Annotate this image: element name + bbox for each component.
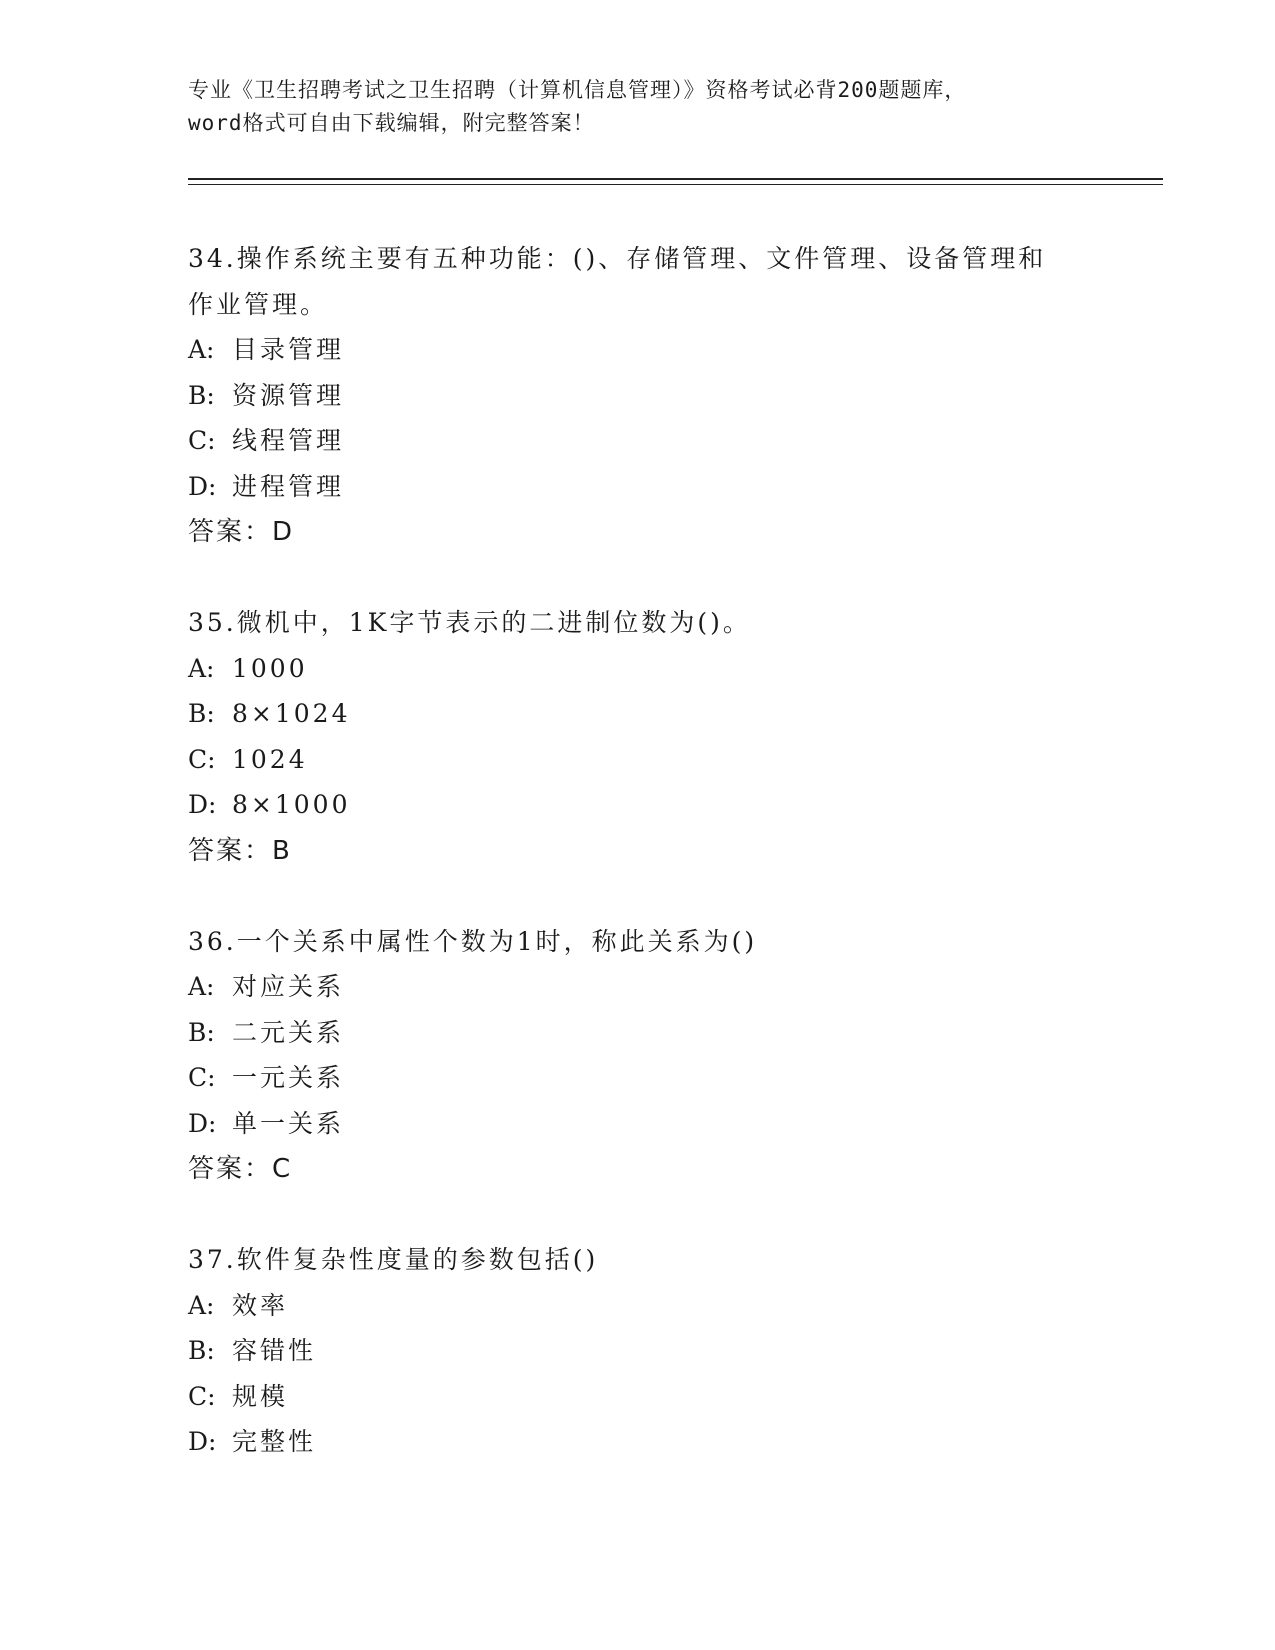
question-spacer [188,874,1088,919]
option-text: 完整性 [232,1427,317,1456]
answer-option [188,964,1088,1010]
option-letter: A: [188,335,215,364]
question-stem-line: 37.软件复杂性度量的参数包括() [188,1245,599,1274]
answer-key: 答案：D [188,517,295,547]
option-letter: B: [188,1336,215,1365]
question-spacer [188,1192,1088,1237]
answer-option [188,418,1088,464]
answer-option [188,464,1088,510]
document-header [188,74,1088,140]
answer-option [188,1101,1088,1147]
answer-option [188,646,1088,692]
answer-option [188,1419,1088,1465]
option-letter: A: [188,972,215,1001]
option-text: 规模 [232,1381,289,1411]
option-text: 资源管理 [232,380,345,410]
option-text: 容错性 [232,1336,317,1365]
header-divider-thick [188,178,1163,180]
question-block [188,600,1088,874]
answer-option [188,691,1088,737]
question-stem-line: 作业管理。 [188,289,329,319]
answer-option [188,373,1088,419]
answer-option [188,737,1088,783]
question-block [188,1237,1088,1465]
option-text: 1024 [232,744,308,774]
option-text: 二元关系 [232,1017,345,1047]
answer-option [188,1328,1088,1374]
header-line-2: word格式可自由下载编辑，附完整答案！ [188,111,595,135]
answer-option [188,327,1088,373]
option-text: 效率 [232,1290,289,1320]
option-letter: B: [188,699,215,728]
question-stem-line: 34.操作系统主要有五种功能：()、存储管理、文件管理、设备管理和 [188,244,1047,273]
question-spacer [188,555,1088,600]
header-line-1: 专业《卫生招聘考试之卫生招聘（计算机信息管理）》资格考试必背200题题库， [188,78,967,102]
answer-option [188,1283,1088,1329]
answer-key: 答案：C [188,1154,293,1184]
option-text: 进程管理 [232,471,345,501]
option-letter: B: [188,380,215,410]
answer-option [188,1055,1088,1101]
option-letter: C: [188,1381,216,1411]
option-letter: D: [188,471,217,501]
option-letter: D: [188,1427,217,1456]
option-letter: C: [188,744,216,774]
option-text: 单一关系 [232,1108,345,1138]
option-letter: D: [188,1108,217,1138]
option-text: 1000 [232,653,308,683]
option-letter: C: [188,426,216,455]
question-block [188,919,1088,1193]
option-text: 8×1000 [232,790,351,819]
option-letter: C: [188,1063,216,1092]
question-block [188,236,1088,555]
option-letter: A: [188,653,215,683]
answer-option [188,1010,1088,1056]
option-text: 对应关系 [232,972,345,1001]
option-letter: D: [188,790,217,819]
option-text: 一元关系 [232,1063,345,1092]
option-text: 目录管理 [232,335,345,364]
option-letter: B: [188,1017,215,1047]
question-list [188,236,1088,1465]
option-letter: A: [188,1290,215,1320]
answer-key: 答案：B [188,835,292,866]
option-text: 8×1024 [232,699,351,728]
answer-option [188,1374,1088,1420]
answer-option [188,782,1088,828]
header-divider-thin [188,184,1163,185]
option-text: 线程管理 [232,426,345,455]
question-stem-line: 36.一个关系中属性个数为1时，称此关系为() [188,926,758,956]
question-stem-line: 35.微机中，1K字节表示的二进制位数为()。 [188,608,751,637]
